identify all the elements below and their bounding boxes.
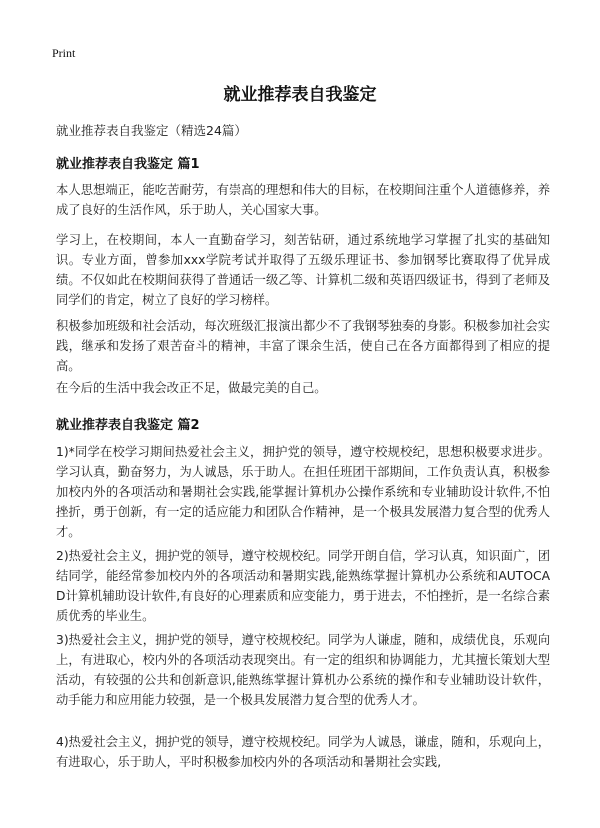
- document-subtitle: 就业推荐表自我鉴定（精选24篇）: [56, 123, 247, 138]
- print-link[interactable]: Print: [52, 46, 76, 60]
- paragraph: 在今后的生活中我会改正不足，做最完美的自己。: [56, 381, 327, 395]
- paragraph: 4)热爱社会主义，拥护党的领导，遵守校规校纪。同学为人诚恳，谦虚，随和，乐观向上，有进取心，乐于助人，平时积极参加校内外的各项活动和暑期社会实践,: [56, 735, 550, 769]
- page-title: 就业推荐表自我鉴定: [223, 85, 377, 105]
- paragraph: 3)热爱社会主义，拥护党的领导，遵守校规校纪。同学为人谦虚，随和，成绩优良，乐观向上，有进取心，校内外的各项活动表现突出。有一定的组织和协调能力，尤其擅长策划大型活动，有较强的公共和创新意识,能熟练掌握计算机办公系统的操作和专业辅助设计软件，动手能力和应用能力较强，是一个极具发展潜力复合型的优秀人才。: [56, 633, 550, 707]
- paragraph: 2)热爱社会主义，拥护党的领导，遵守校规校纪。同学开朗自信，学习认真，知识面广，团结同学，能经常参加校内外的各项活动和暑期实践,能熟练掌握计算机办公系统和AUTOCAD计算机辅助设计软件,有良好的心理素质和应变能力，勇于进去，不怕挫折，是一名综合素质优秀的毕业生。: [56, 549, 550, 623]
- paragraph: 学习上，在校期间，本人一直勤奋学习，刻苦钻研，通过系统地学习掌握了扎实的基础知识。专业方面，曾参加xxx学院考试并取得了五级乐理证书、参加钢琴比赛取得了优异成绩。不仅如此在校期间获得了普通话一级乙等、计算机二级和英语四级证书，得到了老师及同学们的肯定，树立了良好的学习榜样。: [56, 233, 550, 307]
- paragraph: 1)*同学在校学习期间热爱社会主义，拥护党的领导，遵守校规校纪，思想积极要求进步。学习认真，勤奋努力，为人诚恳，乐于助人。在担任班团干部期间，工作负责认真，积极参加校内外的各项活动和暑期社会实践,能掌握计算机办公操作系统和专业辅助设计软件,不怕挫折，勇于创新，有一定的适应能力和团队合作精神，是一个极具发展潜力复合型的优秀人才。: [56, 445, 550, 539]
- section-heading-2: 就业推荐表自我鉴定 篇2: [56, 418, 200, 433]
- paragraph: 积极参加班级和社会活动，每次班级汇报演出都少不了我钢琴独奏的身影。积极参加社会实践，继承和发扬了艰苦奋斗的精神，丰富了课余生活，使自己在各方面都得到了相应的提高。: [56, 319, 550, 373]
- paragraph: 本人思想端正，能吃苦耐劳，有崇高的理想和伟大的目标，在校期间注重个人道德修养，养成了良好的生活作风，乐于助人，关心国家大事。: [56, 183, 550, 217]
- section-heading-1: 就业推荐表自我鉴定 篇1: [56, 157, 200, 172]
